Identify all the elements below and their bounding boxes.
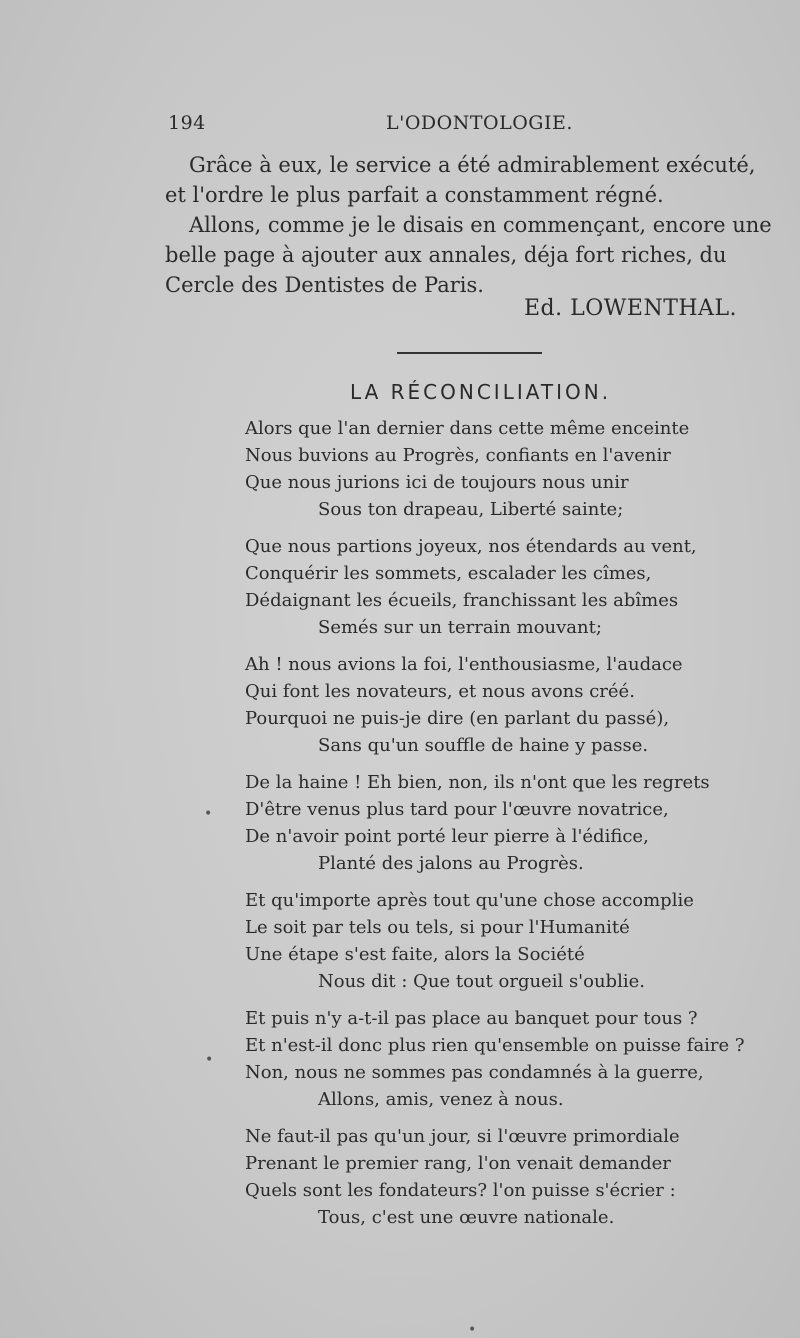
poem-line: Prenant le premier rang, l'on venait demander	[245, 1153, 671, 1174]
poem-line: Qui font les novateurs, et nous avons créé.	[245, 681, 635, 702]
poem-line-indented: Allons, amis, venez à nous.	[318, 1089, 564, 1110]
stanza	[245, 651, 785, 759]
poem-line: Que nous partions joyeux, nos étendards au vent,	[245, 536, 697, 557]
poem-line: Alors que l'an dernier dans cette même enceinte	[245, 418, 690, 439]
poem-line: De la haine ! Eh bien, non, ils n'ont que les regrets	[245, 772, 710, 793]
poem-line-indented: Sans qu'un souffle de haine y passe.	[318, 735, 649, 756]
poem-line: Et qu'importe après tout qu'une chose accomplie	[245, 890, 694, 911]
intro-text	[165, 150, 777, 300]
ink-speck-mark: •	[204, 806, 213, 822]
stanza	[245, 887, 785, 995]
poem-line-indented: Tous, c'est une œuvre nationale.	[318, 1207, 615, 1228]
stanza	[245, 769, 785, 877]
stanza	[245, 1123, 785, 1231]
intro-paragraph-2: Allons, comme je le disais en commençant, encore une belle page à ajouter aux annales, déja fort riches, du Cercle des Dentistes de Paris.	[165, 213, 772, 297]
page-number: 194	[168, 112, 206, 134]
running-title: L'ODONTOLOGIE.	[386, 112, 573, 134]
poem-line: Ne faut-il pas qu'un jour, si l'œuvre primordiale	[245, 1126, 680, 1147]
poem-line: Ah ! nous avions la foi, l'enthousiasme, l'audace	[245, 654, 683, 675]
intro-paragraph-1: Grâce à eux, le service a été admirablement exécuté, et l'ordre le plus parfait a constamment régné.	[165, 153, 756, 207]
poem-line: Le soit par tels ou tels, si pour l'Humanité	[245, 917, 630, 938]
ink-speck-mark: •	[468, 1322, 477, 1338]
poem-line: Nous buvions au Progrès, confiants en l'avenir	[245, 445, 671, 466]
poem-line: Non, nous ne sommes pas condamnés à la guerre,	[245, 1062, 704, 1083]
author-signature: Ed. LOWENTHAL.	[524, 296, 738, 321]
page-header	[168, 112, 708, 142]
poem-line: Dédaignant les écueils, franchissant les abîmes	[245, 590, 679, 611]
poem-title: LA RÉCONCILIATION.	[350, 380, 612, 404]
poem-line: Et puis n'y a-t-il pas place au banquet pour tous ?	[245, 1008, 698, 1029]
stanza	[245, 533, 785, 641]
poem-body	[245, 415, 785, 1241]
section-divider	[397, 352, 542, 354]
poem-line: Et n'est-il donc plus rien qu'ensemble on puisse faire ?	[245, 1035, 745, 1056]
poem-line: Une étape s'est faite, alors la Société	[245, 944, 585, 965]
poem-line-indented: Sous ton drapeau, Liberté sainte;	[318, 499, 624, 520]
stanza	[245, 1005, 785, 1113]
poem-line-indented: Nous dit : Que tout orgueil s'oublie.	[318, 971, 645, 992]
poem-line-indented: Semés sur un terrain mouvant;	[318, 617, 602, 638]
poem-line: Quels sont les fondateurs? l'on puisse s'écrier :	[245, 1180, 676, 1201]
poem-line: Pourquoi ne puis-je dire (en parlant du passé),	[245, 708, 670, 729]
poem-line: Que nous jurions ici de toujours nous unir	[245, 472, 629, 493]
stanza	[245, 415, 785, 523]
poem-line: D'être venus plus tard pour l'œuvre novatrice,	[245, 799, 669, 820]
poem-line-indented: Planté des jalons au Progrès.	[318, 853, 584, 874]
poem-line: De n'avoir point porté leur pierre à l'édifice,	[245, 826, 649, 847]
ink-speck-mark: •	[205, 1052, 214, 1068]
poem-line: Conquérir les sommets, escalader les cîmes,	[245, 563, 652, 584]
